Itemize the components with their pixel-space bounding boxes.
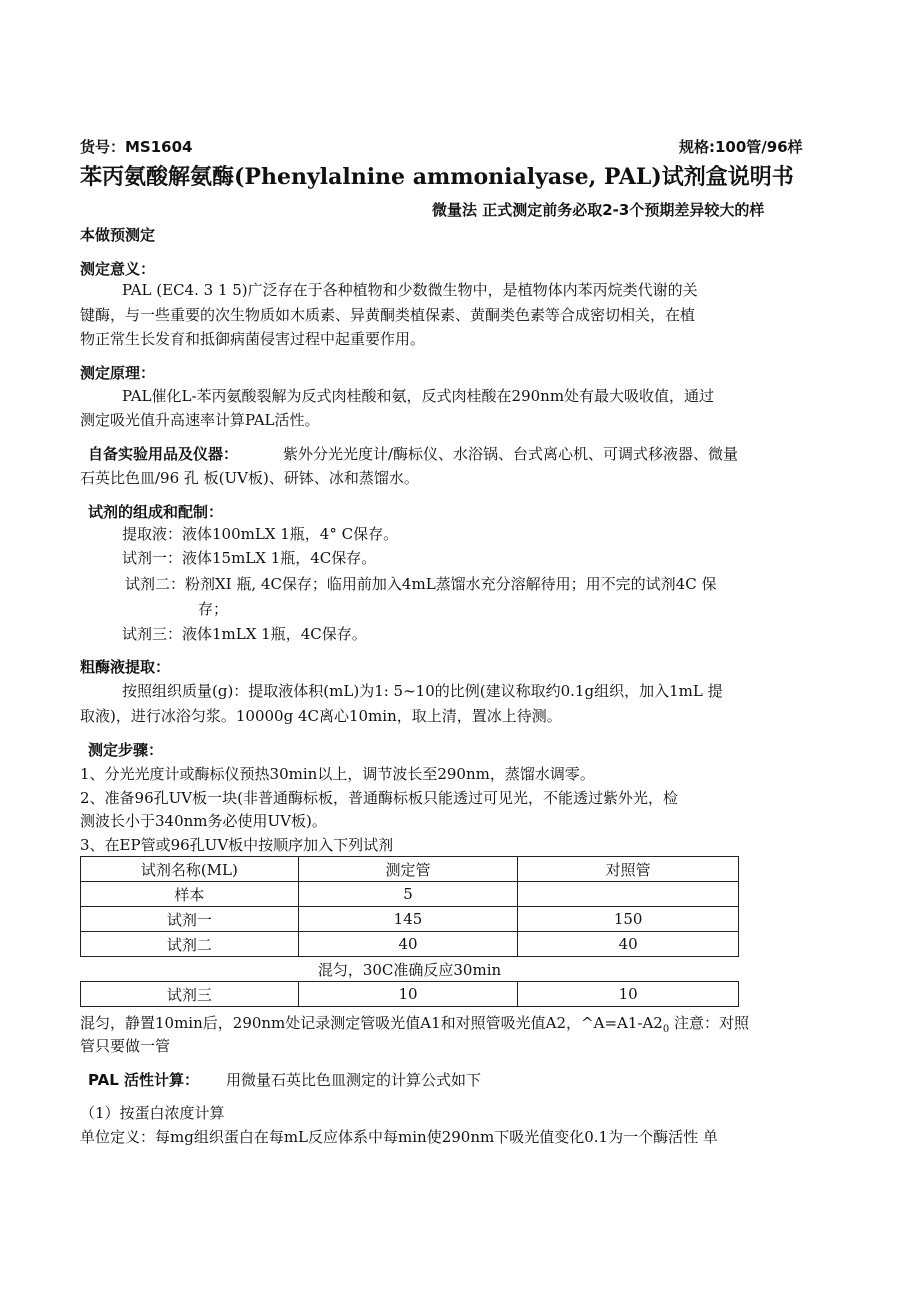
equipment-line-1: 紫外分光光度计/酶标仪、水浴锅、台式离心机、可调式移液器、微量 — [283, 445, 739, 463]
calc-text: 用微量石英比色皿测定的计算公式如下 — [226, 1071, 482, 1089]
after-table-text-b: 注意：对照 — [669, 1014, 749, 1032]
table-row — [81, 907, 739, 932]
table-cell: 40 — [518, 932, 739, 957]
reagent-three: 试剂三：液体1mLX 1瓶，4C保存。 — [122, 625, 367, 643]
subtitle-line1: 微量法 正式测定前务必取2-3个预期差异较大的样 — [432, 201, 765, 219]
table-merged-cell: 混匀，30C准确反应30min — [81, 957, 739, 982]
table-cell: 145 — [298, 907, 518, 932]
table-row — [81, 932, 739, 957]
significance-heading: 测定意义： — [80, 260, 156, 278]
step-2-cont: 测波长小于340nm务必使用UV板)。 — [80, 812, 327, 830]
table-cell: 样本 — [81, 882, 299, 907]
after-table-line-2: 管只要做一管 — [80, 1037, 171, 1055]
table-row — [81, 882, 739, 907]
after-table-subscript: 0 — [662, 1024, 670, 1035]
equipment-heading: 自备实验用品及仪器： — [88, 445, 239, 463]
table-cell: 5 — [298, 882, 518, 907]
principle-line-1: PAL催化L-苯丙氨酸裂解为反式肉桂酸和氨，反式肉桂酸在290nm处有最大吸收值，通过 — [122, 387, 715, 405]
reagent-two-cont: 存； — [198, 600, 229, 618]
after-table-text-a: 混匀，静置10min后，290nm处记录测定管吸光值A1和对照管吸光值A2，^A=A1-A2 — [80, 1014, 663, 1032]
table-header-cell: 对照管 — [518, 857, 739, 882]
reagent-table — [80, 856, 739, 1007]
reagent-two: 试剂二：粉剂XI 瓶, 4C保存；临用前加入4mL蒸馏水充分溶解待用；用不完的试剂4C 保 — [125, 575, 717, 593]
significance-line-1: PAL (EC4. 3 1 5)广泛存在于各种植物和少数微生物中，是植物体内苯丙烷类代谢的关 — [122, 281, 698, 299]
step-2: 2、准备96孔UV板一块(非普通酶标板，普通酶标板只能透过可见光，不能透过紫外光，检 — [80, 789, 678, 807]
equipment-line-2: 石英比色皿/96 孔 板(UV板)、研钵、冰和蒸馏水。 — [80, 469, 419, 487]
significance-line-3: 物正常生长发育和抵御病菌侵害过程中起重要作用。 — [80, 330, 426, 348]
table-cell: 40 — [298, 932, 518, 957]
principle-heading: 测定原理： — [80, 364, 156, 382]
step-1: 1、分光光度计或酶标仪预热30min以上，调节波长至290nm，蒸馏水调零。 — [80, 765, 595, 783]
subtitle-line2: 本做预测定 — [80, 226, 156, 244]
significance-line-2: 键酶，与一些重要的次生物质如木质素、异黄酮类植保素、黄酮类色素等合成密切相关，在植 — [80, 306, 696, 324]
table-header-cell: 测定管 — [298, 857, 518, 882]
step-3: 3、在EP管或96孔UV板中按顺序加入下列试剂 — [80, 836, 394, 854]
steps-heading: 测定步骤： — [88, 741, 164, 759]
extraction-line-1: 按照组织质量(g)：提取液体积(mL)为1: 5~10的比例(建议称取约0.1g组织，加入1mL 提 — [122, 682, 723, 700]
table-cell: 10 — [298, 982, 518, 1007]
table-cell: 试剂一 — [81, 907, 299, 932]
after-table-line-1 — [80, 1012, 749, 1035]
table-cell — [518, 882, 739, 907]
table-cell: 试剂二 — [81, 932, 299, 957]
calc-heading: PAL 活性计算： — [88, 1071, 200, 1089]
item-number: 货号：MS1604 — [80, 138, 193, 156]
reagents-heading: 试剂的组成和配制： — [88, 503, 224, 521]
table-merged-row — [81, 957, 739, 982]
calc-sub-heading: （1）按蛋白浓度计算 — [80, 1104, 225, 1122]
spec-label: 规格:100管/96样 — [679, 138, 803, 156]
extraction-line-2: 取液)，进行冰浴匀浆。10000g 4C离心10min，取上清，置冰上待测。 — [80, 707, 562, 725]
table-header-cell: 试剂名称(ML) — [81, 857, 299, 882]
table-cell: 10 — [518, 982, 739, 1007]
extraction-heading: 粗酶液提取： — [80, 658, 171, 676]
table-header-row — [81, 857, 739, 882]
unit-definition: 单位定义：每mg组织蛋白在每mL反应体系中每min使290nm下吸光值变化0.1为一个酶活性 单 — [80, 1128, 718, 1146]
table-row — [81, 982, 739, 1007]
principle-line-2: 测定吸光值升高速率计算PAL活性。 — [80, 411, 320, 429]
table-cell: 试剂三 — [81, 982, 299, 1007]
reagent-extract: 提取液：液体100mLX 1瓶，4° C保存。 — [122, 525, 399, 543]
reagent-one: 试剂一：液体15mLX 1瓶，4C保存。 — [122, 549, 377, 567]
document-title: 苯丙氨酸解氨酶(Phenylalnine ammonialyase, PAL)试剂盒说明书 — [80, 164, 794, 190]
table-cell: 150 — [518, 907, 739, 932]
